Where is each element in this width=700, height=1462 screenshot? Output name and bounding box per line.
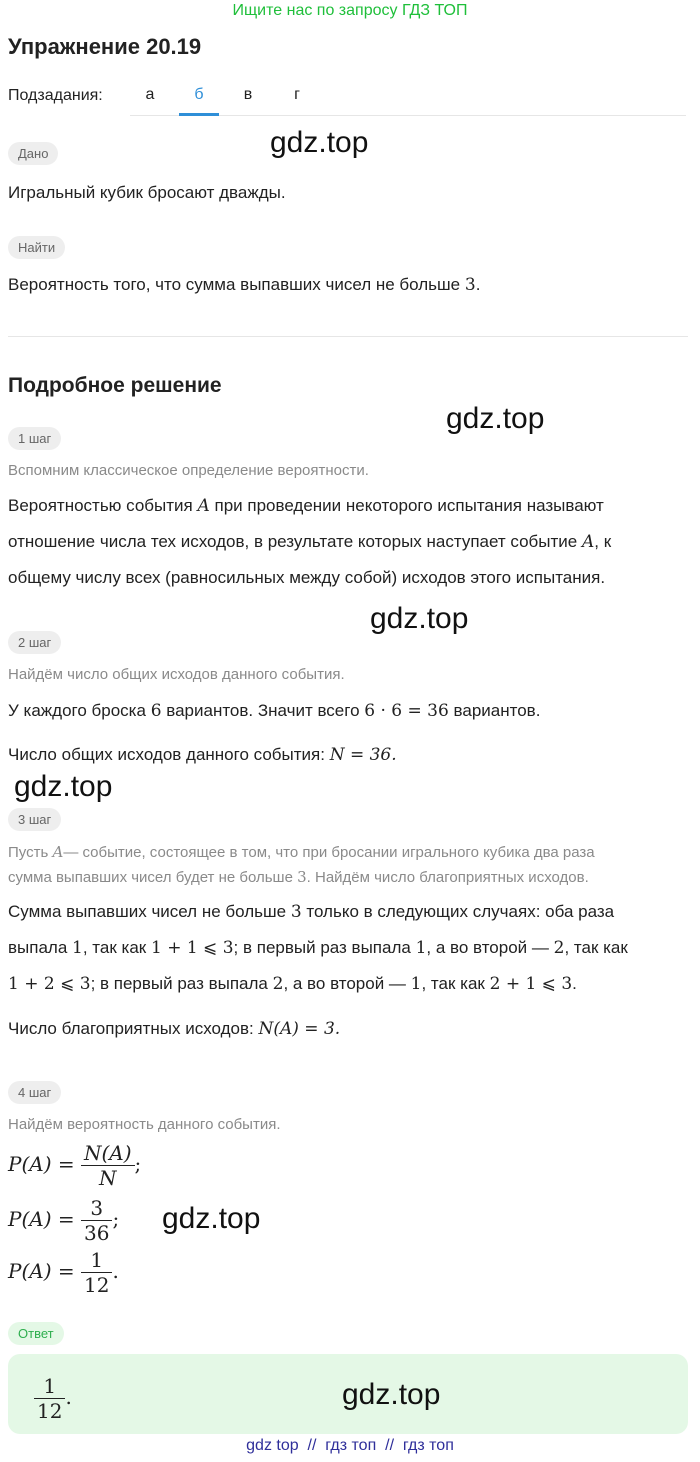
probability-lhs: P(A) =: [8, 1259, 75, 1283]
answer-value: [34, 1374, 72, 1423]
step-3-number: 1: [415, 938, 427, 958]
step-3-number: 2: [553, 938, 565, 958]
subtasks-label: Подзадания:: [8, 87, 103, 104]
step-3-text: выпала: [8, 938, 68, 957]
answer-box: [8, 1354, 688, 1434]
step-1-text: отношение числа тех исходов, в результате которых наступает событие: [8, 532, 578, 551]
step-2-number: 6: [150, 701, 162, 721]
step-4-badge: 4 шаг: [8, 1081, 61, 1104]
tab-b[interactable]: б: [194, 86, 204, 103]
fraction-denominator: 12: [37, 1399, 63, 1423]
given-text: Игральный кубик бросают дважды.: [8, 183, 286, 202]
step-3-text: .: [572, 974, 577, 993]
probability-lhs: P(A) =: [8, 1207, 75, 1231]
probability-substituted: [8, 1196, 119, 1245]
step-2-line-2: [8, 737, 397, 773]
watermark: gdz.top: [14, 770, 113, 803]
step-1-definition: [8, 488, 698, 596]
step-3-text: ; в первый раз выпала: [233, 938, 411, 957]
var-a: A: [52, 843, 64, 861]
probability-result: [8, 1248, 119, 1297]
var-a: A: [581, 532, 595, 552]
step-3-badge: 3 шаг: [8, 808, 61, 831]
punctuation: .: [112, 1259, 119, 1283]
step-2-expression: N = 36.: [329, 745, 397, 765]
step-3-hint-number: 3: [297, 868, 307, 886]
step-3-text: , так как: [564, 938, 628, 957]
step-3-text: Сумма выпавших чисел не больше: [8, 902, 287, 921]
top-banner: Ищите нас по запросу ГДЗ ТОП: [232, 2, 468, 19]
fraction: [34, 1374, 65, 1423]
answer-badge: Ответ: [8, 1322, 64, 1345]
step-3-text: только в следующих случаях: оба раза: [306, 902, 615, 921]
step-2-text: вариантов. Значит всего: [166, 701, 360, 720]
step-3-hint: [8, 840, 688, 890]
active-tab-indicator: [179, 113, 219, 116]
step-2-hint: Найдём число общих исходов данного события.: [8, 666, 345, 683]
step-3-hint-text: Пусть: [8, 844, 49, 861]
tab-a[interactable]: а: [145, 86, 155, 103]
step-3-expression: 1 + 2 ⩽ 3: [8, 974, 91, 994]
punctuation: ;: [112, 1207, 120, 1231]
step-2-text: вариантов.: [453, 701, 541, 720]
find-value: 3: [464, 275, 476, 295]
fraction-denominator: 36: [83, 1221, 110, 1245]
step-2-text: У каждого броска: [8, 701, 146, 720]
step-3-number: 1: [410, 974, 422, 994]
subtask-tabs: [130, 80, 686, 116]
fraction-numerator: 1: [81, 1248, 112, 1273]
watermark: gdz.top: [370, 602, 469, 635]
step-3-favorable: [8, 1011, 340, 1047]
tab-g[interactable]: г: [294, 86, 300, 103]
step-3-text: , так как: [421, 974, 485, 993]
step-3-expression: 2 + 1 ⩽ 3: [489, 974, 573, 994]
step-1-text: общему числу всех (равносильных между собой) исходов этого испытания.: [8, 568, 606, 587]
watermark: gdz.top: [270, 126, 369, 159]
find-text: Вероятность того, что сумма выпавших чисел не больше 3.: [8, 275, 481, 295]
fraction-denominator: N: [99, 1166, 117, 1190]
fraction-numerator: 3: [81, 1196, 112, 1221]
fraction-numerator: 1: [34, 1374, 65, 1399]
find-badge: Найти: [8, 236, 65, 259]
step-3-number: 3: [290, 902, 302, 922]
step-3-text: , а во второй —: [283, 974, 406, 993]
page-title: Упражнение 20.19: [8, 34, 202, 59]
step-3-text: , так как: [82, 938, 147, 957]
step-3-hint-text: . Найдём число благоприятных исходов.: [306, 869, 589, 886]
tab-v[interactable]: в: [243, 86, 253, 103]
punctuation: ;: [134, 1152, 142, 1176]
step-1-text: Вероятностью события: [8, 496, 193, 515]
step-2-text: Число общих исходов данного события:: [8, 745, 325, 764]
step-3-number: 1: [72, 938, 83, 958]
watermark: gdz.top: [342, 1378, 441, 1411]
step-3-cases: [8, 894, 698, 1002]
step-1-text: , к: [594, 532, 612, 551]
step-3-hint-text: сумма выпавших чисел будет не больше: [8, 869, 293, 886]
step-3-text: Число благоприятных исходов:: [8, 1019, 254, 1038]
step-1-hint: Вспомним классическое определение вероятности.: [8, 462, 369, 479]
probability-lhs: P(A) =: [8, 1152, 75, 1176]
step-3-text: ; в первый раз выпала: [90, 974, 268, 993]
var-a: A: [197, 496, 210, 516]
step-1-badge: 1 шаг: [8, 427, 61, 450]
fraction-numerator: N(A): [81, 1141, 135, 1166]
solution-title: Подробное решение: [8, 374, 222, 397]
fraction: [81, 1196, 112, 1245]
fraction: [81, 1248, 112, 1297]
given-badge: Дано: [8, 142, 58, 165]
step-3-expression: 1 + 1 ⩽ 3: [150, 938, 234, 958]
watermark: gdz.top: [446, 402, 545, 435]
step-2-line-1: [8, 693, 540, 729]
section-divider: [8, 336, 688, 337]
punctuation: .: [65, 1385, 72, 1409]
find-text-main: Вероятность того, что сумма выпавших чисел не больше: [8, 275, 461, 294]
step-3-expression: N(A) = 3.: [258, 1019, 341, 1039]
step-2-badge: 2 шаг: [8, 631, 61, 654]
step-3-hint-text: — событие, состоящее в том, что при бросании игрального кубика два раза: [63, 844, 595, 861]
step-3-text: , а во второй —: [426, 938, 549, 957]
step-1-text: при проведении некоторого испытания называют: [214, 496, 604, 515]
step-2-expression: 6 · 6 = 36: [364, 701, 449, 721]
probability-formula: [8, 1141, 141, 1190]
footer-links[interactable]: gdz top // гдз топ // гдз топ: [246, 1437, 454, 1454]
step-4-hint: Найдём вероятность данного события.: [8, 1116, 281, 1133]
step-3-number: 2: [272, 974, 284, 994]
fraction-denominator: 12: [83, 1273, 110, 1297]
watermark: gdz.top: [162, 1202, 261, 1235]
fraction: [81, 1141, 135, 1190]
